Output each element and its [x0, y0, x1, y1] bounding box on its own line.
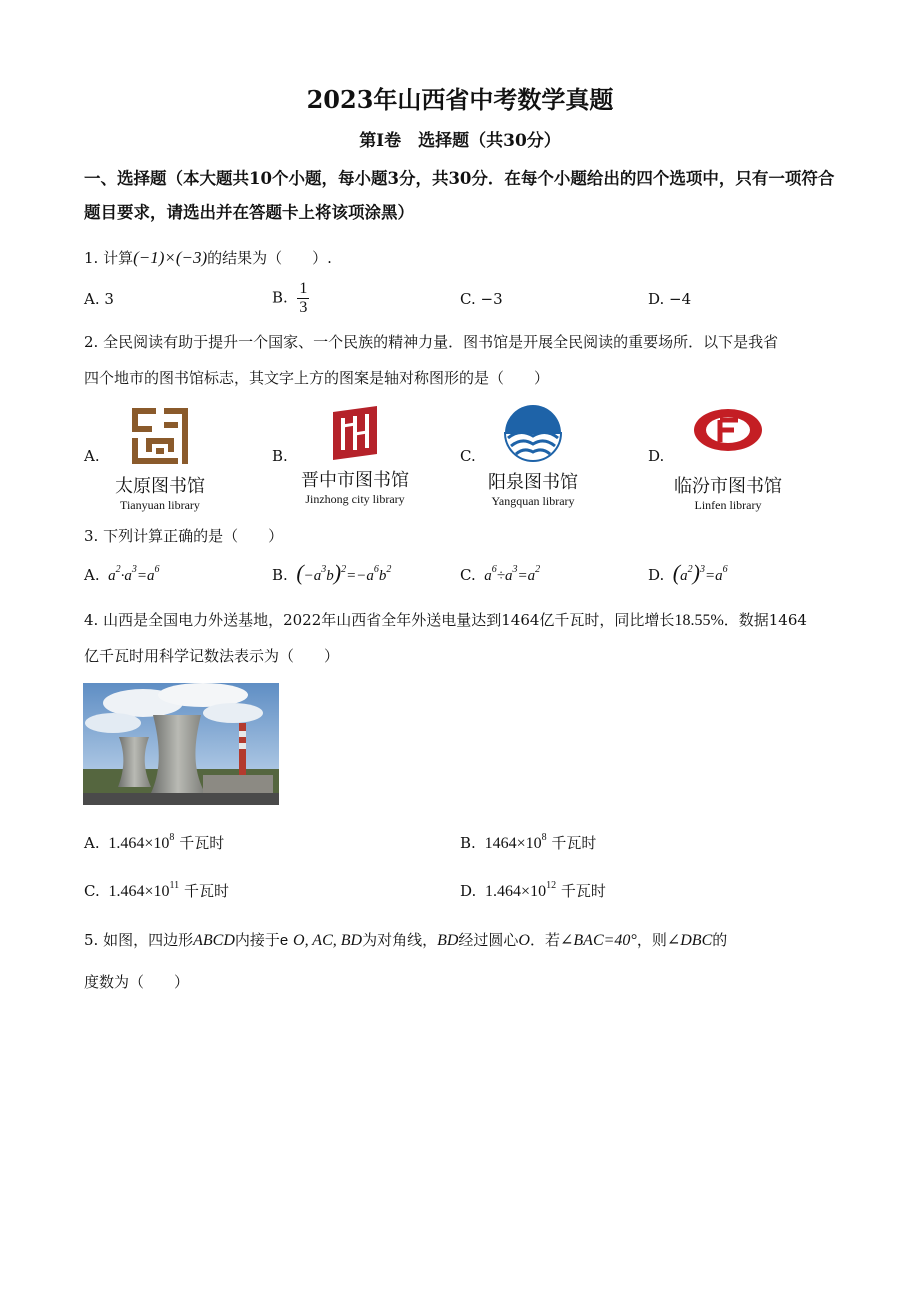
q5-diagonals: , AC, BD [304, 932, 363, 949]
q5-center-o: O [518, 932, 530, 949]
q5-quadrilateral: ABCD [193, 932, 235, 949]
numerator: 1 [299, 280, 308, 297]
q1-option-c[interactable] [460, 290, 503, 308]
q5-point-o: O [293, 932, 305, 949]
option-label: A. [84, 290, 100, 308]
coefficient: 1.464×10 [108, 883, 170, 900]
denominator: 3 [299, 299, 308, 316]
logo-caption-cn: 晋中市图书馆 [301, 470, 409, 491]
q3-option-a[interactable] [84, 566, 160, 585]
option-label: C. [460, 290, 476, 308]
power-plant-photo [83, 683, 279, 805]
option-label: D. [648, 290, 665, 308]
logo-caption-en: Tianyuan library [120, 498, 200, 512]
option-label: C. [84, 882, 100, 900]
circle-symbol: e [279, 932, 289, 949]
q4-option-c[interactable] [84, 880, 229, 901]
q2-option-d[interactable] [668, 406, 788, 513]
exponent: 12 [546, 880, 557, 891]
q5-text: 5. 如图，四边形 [84, 931, 194, 949]
exponent: 8 [169, 832, 175, 843]
q2-option-b[interactable] [290, 404, 420, 507]
option-value: −4 [669, 290, 692, 308]
q3-option-b[interactable] [272, 560, 391, 586]
cooling-tower-image-icon [83, 683, 279, 805]
page-title: 2023年山西省中考数学真题 [306, 85, 614, 114]
option-label: A. [84, 566, 100, 584]
q2-option-a[interactable] [110, 404, 210, 513]
q5-text: 的 [712, 931, 728, 949]
q1-suffix: 的结果为（ ）. [207, 249, 332, 267]
unit: 千瓦时 [560, 882, 606, 900]
q2-option-a-label[interactable]: A. [84, 447, 100, 465]
option-value: −3 [480, 290, 503, 308]
logo-caption-cn: 阳泉图书馆 [488, 472, 578, 493]
fraction [297, 280, 309, 317]
option-label: B. [272, 566, 288, 584]
option-value: 3 [104, 290, 114, 308]
coefficient: 1.464×10 [485, 883, 547, 900]
exponent: 11 [169, 880, 180, 891]
option-label: B. [272, 288, 288, 307]
coefficient: 1464×10 [484, 835, 542, 852]
q5-text: 为对角线， [362, 931, 438, 949]
q2-option-c[interactable] [478, 402, 588, 509]
linfen-library-logo-icon [692, 406, 764, 454]
section-subtitle: 第Ⅰ卷 选择题（共30分） [359, 131, 561, 151]
coefficient: 1.464×10 [108, 835, 170, 852]
q2-option-d-label[interactable]: D. [648, 447, 665, 465]
question-3: 3. 下列计算正确的是（ ） [84, 527, 284, 545]
exponent: 8 [541, 832, 547, 843]
option-label: C. [460, 566, 476, 584]
q3-a-formula: $a^2\cdot a^3=a^6$ [104, 564, 160, 584]
logo-caption-en: Yangquan library [491, 494, 575, 508]
q5-angle-bac: ∠BAC=40° [560, 932, 637, 949]
q5-angle-dbc: ∠DBC [666, 932, 713, 949]
q5-text: ，则 [636, 931, 667, 949]
q4-text-end: ．数据1464 [723, 611, 807, 629]
logo-caption-en: Jinzhong city library [305, 492, 405, 506]
question-5-line-2: 度数为（ ） [84, 973, 190, 991]
q2-option-b-label[interactable]: B. [272, 447, 288, 465]
q1-expression: (−1)×(−3) [133, 248, 208, 267]
q3-option-d[interactable] [648, 560, 728, 586]
question-2-line-1: 2. 全民阅读有助于提升一个国家、一个民族的精神力量．图书馆是开展全民阅读的重要场所．以下是我省 [84, 333, 779, 351]
q3-d-formula: $(a^2)^3=a^6$ [672, 560, 728, 585]
q4-option-d[interactable] [460, 880, 606, 901]
yangquan-library-logo-icon [502, 402, 564, 464]
question-2-line-2: 四个地市的图书馆标志，其文字上方的图案是轴对称图形的是（ ） [84, 369, 550, 387]
logo-caption-cn: 临汾市图书馆 [674, 476, 782, 497]
q5-segment-bd: BD [437, 932, 459, 949]
option-label: A. [84, 834, 100, 852]
option-label: B. [460, 834, 476, 852]
q5-text: 内接于 [234, 931, 280, 949]
q3-c-formula: $a^6\div a^3=a^2$ [480, 564, 541, 584]
q5-text: ．若 [529, 931, 560, 949]
jinzhong-library-logo-icon [327, 404, 383, 462]
logo-caption-cn: 太原图书馆 [115, 476, 205, 497]
q3-option-c[interactable] [460, 566, 540, 585]
q4-percentage: 18.55% [674, 612, 724, 629]
section-heading: 一、选择题（本大题共10个小题，每小题3分，共30分．在每个小题给出的四个选项中，只有一项符合题目要求，请选出并在答题卡上将该项涂黑） [84, 169, 835, 222]
question-5-line-1 [84, 922, 844, 959]
question-4-line-1 [84, 602, 844, 639]
q1-prefix: 1. 计算 [84, 249, 134, 267]
q4-option-a[interactable] [84, 832, 224, 853]
unit: 千瓦时 [183, 882, 229, 900]
unit: 千瓦时 [551, 834, 597, 852]
unit: 千瓦时 [179, 834, 225, 852]
q3-b-formula: $(-a^3b)^2=-a^6b^2$ [296, 560, 392, 585]
q4-text: 4. 山西是全国电力外送基地，2022年山西省全年外送电量达到1464亿千瓦时，同比增长 [84, 611, 675, 629]
q2-option-c-label[interactable]: C. [460, 447, 476, 465]
q1-option-a[interactable] [84, 290, 114, 308]
question-4-line-2: 亿千瓦时用科学记数法表示为（ ） [84, 647, 340, 665]
taiyuan-library-logo-icon [128, 404, 192, 468]
option-label: D. [460, 882, 477, 900]
logo-caption-en: Linfen library [694, 498, 762, 512]
q4-option-b[interactable] [460, 832, 596, 853]
question-1 [84, 240, 844, 276]
q5-text: 经过圆心 [458, 931, 519, 949]
q1-option-d[interactable] [648, 290, 691, 308]
option-label: D. [648, 566, 665, 584]
q1-option-b[interactable] [272, 280, 309, 317]
